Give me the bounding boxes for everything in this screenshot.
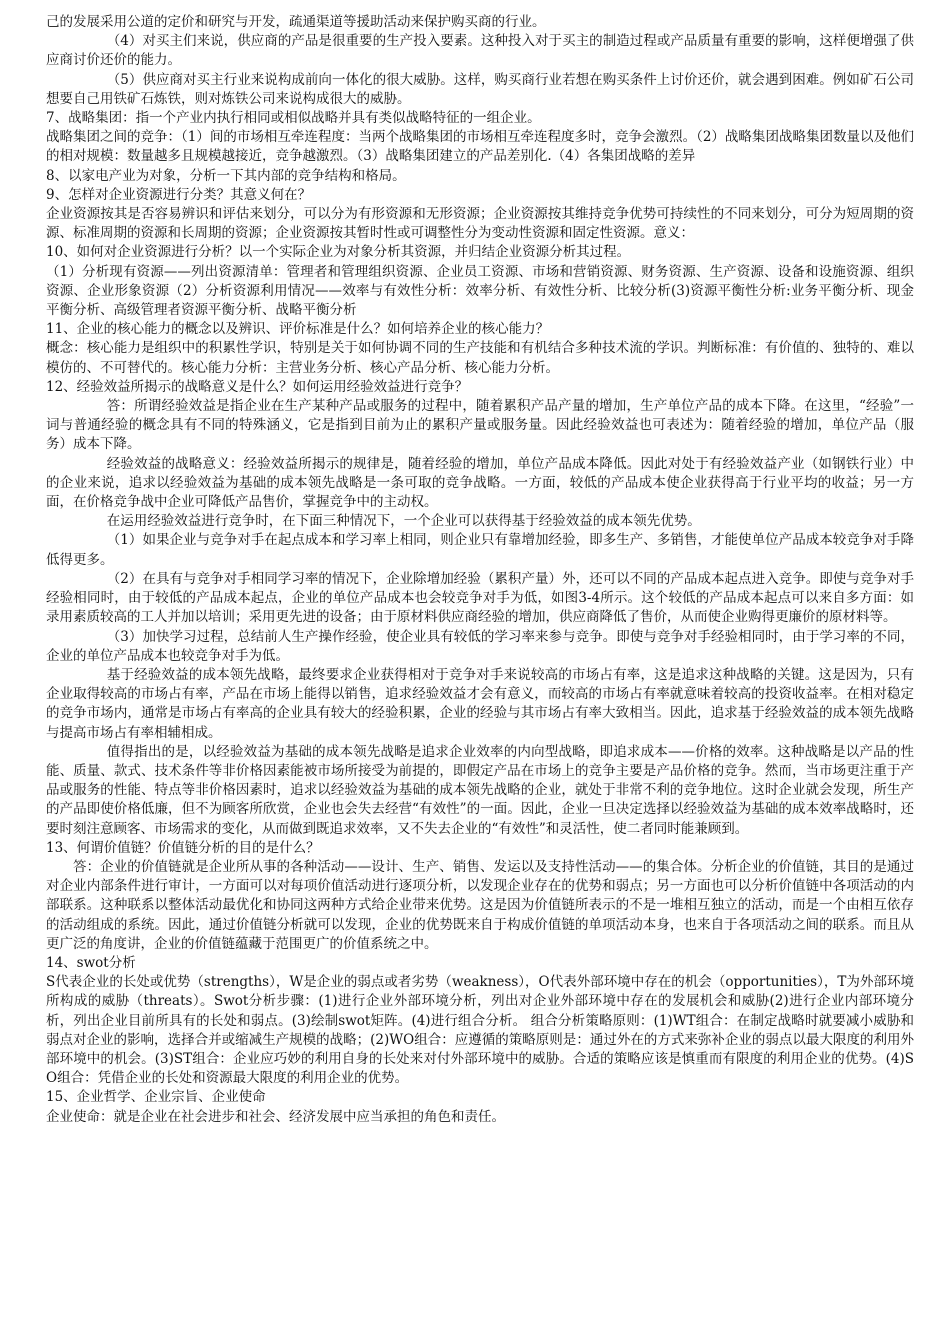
paragraph-18: （2）在具有与竞争对手相同学习率的情况下，企业除增加经验（累积产量）外，还可以不同的产品成本起点进入竞争。即使与竞争对手经验相同时，由于较低的产品成本起点，企业的单位产品成本也会较竞争对手为低，如图3-4所示。这个较低的产品成本起点可以来自多方面：如录用素质较高的工人并加以培训；采用更先进的设备；由于原材料供应商经验的增加，供应商降低了售价，从而使企业购得更廉价的原材料等。: [46, 570, 914, 626]
heading-11: 11、企业的核心能力的概念以及辨识、评价标准是什么？如何培养企业的核心能力？: [46, 321, 550, 338]
paragraph-15: 经验效益的战略意义：经验效益所揭示的规律是，随着经验的增加，单位产品成本降低。因此对处于有经验效益产业（如钢铁行业）中的企业来说，追求以经验效益为基础的成本领先战略是一条可取的竞争战略。一方面，较低的产品成本使企业获得高于行业平均的收益；另一方面，在价格竞争战中企业可降低产品售价，掌握竞争中的主动权。: [46, 455, 914, 511]
paragraph-14: 答：所谓经验效益是指企业在生产某种产品或服务的过程中，随着累积产品产量的增加，生产单位产品的成本下降。在这里，“经验”一词与普通经验的概念具有不同的特殊涵义，它是指到目前为止的累积产量或服务量。因此经验效益也可表述为：随着经验的增加，单位产品（服务）成本下降。: [46, 398, 914, 453]
paragraph-17: （1）如果企业与竞争对手在起点成本和学习率上相同，则企业只有靠增加经验，即多生产、多销售，才能使单位产品成本较竞争对手降低得更多。: [46, 532, 914, 568]
paragraph-27: 企业使命：就是企业在社会进步和社会、经济发展中应当承担的角色和责任。: [46, 1108, 505, 1125]
paragraph-1: 己的发展采用公道的定价和研究与开发，疏通渠道等援助活动来保护购买商的行业。: [46, 14, 546, 30]
paragraph-21: 值得指出的是，以经验效益为基础的成本领先战略是追求企业效率的内向型战略，即追求成本——价格的效率。这种战略是以产品的性能、质量、款式、技术条件等非价格因素能被市场所接受为前提的，即假定产品在市场上的竞争主要是产品价格的竞争。然而，当市场更注重于产品或服务的性能、特点等非价格因素时，追求以经验效益为基础的成本领先战略的企业，就处于非常不利的竞争地位。这时企业就会发现，所生产的产品即使价格低廉，但不为顾客所欣赏，企业也会失去经营“有效性”的一面。因此，企业一旦决定选择以经验效益为基础的成本效率战略时，还要时刻注意顾客、市场需求的变化，从而做到既追求效率，又不失去企业的“有效性”和灵活性，使二者同时能兼顾到。: [46, 743, 914, 837]
paragraph-16: 在运用经验效益进行竞争时，在下面三种情况下，一个企业可以获得基于经验效益的成本领先优势。: [106, 513, 701, 530]
heading-15: 15、企业哲学、企业宗旨、企业使命: [46, 1089, 266, 1106]
paragraph-12: 概念：核心能力是组织中的积累性学识，特别是关于如何协调不同的生产技能和有机结合多种技术流的学识。判断标准：有价值的、独特的、难以模仿的、不可替代的。核心能力分析：主营业务分析、核心产品分析、核心能力分析。: [46, 340, 914, 376]
heading-13: 13、何谓价值链？价值链分析的目的是什么？: [46, 839, 320, 856]
paragraph-23: 答：企业的价值链就是企业所从事的各种活动——设计、生产、销售、发运以及支持性活动——的集合体。分析企业的价值链，其目的是通过对企业内部条件进行审计，一方面可以对每项价值活动进行逐项分析，以发现企业存在的优势和弱点；另一方面也可以分析价值链中各项活动的内部联系。这种联系以整体活动最优化和协同这两种方式给企业带来优势。这是因为价值链所表示的不是一堆相互独立的活动，而是一个由相互依存的活动组成的系统。因此，通过价值链分析就可以发现，企业的优势既来自于构成价值链的单项活动本身，也来自于各项活动之间的联系。而且从更广泛的角度讲，企业的价值链蕴藏于范围更广的价值系统之中。: [46, 858, 914, 952]
paragraph-8: 企业资源按其是否容易辨识和评估来划分，可以分为有形资源和无形资源；企业资源按其维持竞争优势可持续性的不同来划分，可分为短周期的资源、标准周期的资源和长周期的资源；企业资源按其暂时性或可调整性分为变动性资源和固定性资源。意义：: [46, 206, 914, 242]
heading-8: 8、以家电产业为对象，分析一下其内部的竞争结构和格局。: [46, 167, 406, 184]
paragraph-19: （3）加快学习过程，总结前人生产操作经验，使企业具有较低的学习率来参与竞争。即使与竞争对手经验相同时，由于学习率的不同，企业的单位产品成本也较竞争对手为低。: [46, 628, 914, 664]
paragraph-5: 战略集团之间的竞争：（1）间的市场相互牵连程度：当两个战略集团的市场相互牵连程度多时，竞争会激烈。（2）战略集团战略集团数量以及他们的相对规模：数量越多且规模越接近，竞争越激烈。（3）战略集团建立的产品差别化.（4）各集团战略的差异: [46, 129, 914, 165]
paragraph-2: （4）对买主们来说，供应商的产品是很重要的生产投入要素。这种投入对于买主的制造过程或产品质量有重要的影响，这样便增强了供应商讨价还价的能力。: [46, 33, 914, 69]
heading-12: 12、经验效益所揭示的战略意义是什么？如何运用经验效益进行竞争？: [46, 378, 469, 395]
heading-7: 7、战略集团：指一个产业内执行相同或相似战略并具有类似战略特征的一组企业。: [46, 110, 541, 127]
paragraph-3: （5）供应商对买主行业来说构成前向一体化的很大威胁。这样，购买商行业若想在购买条件上讨价还价，就会遇到困难。例如矿石公司想要自己用铁矿石炼铁，则对炼铁公司来说构成很大的威胁。: [46, 71, 914, 107]
heading-10: 10、如何对企业资源进行分析？以一个实际企业为对象分析其资源，并归结企业资源分析其过程。: [46, 244, 631, 261]
paragraph-10: （1）分析现有资源——列出资源清单：管理者和管理组织资源、企业员工资源、市场和营销资源、财务资源、生产资源、设备和设施资源、组织资源、企业形象资源（2）分析资源利用情况——效率与有效性分析：效率分析、有效性分析、比较分析(3)资源平衡性分析:业务平衡分析、现金平衡分析、高级管理者资源平衡分析、战略平衡分析: [46, 263, 914, 319]
heading-14: 14、swot分析: [46, 954, 136, 971]
paragraph-20: 基于经验效益的成本领先战略，最终要求企业获得相对于竞争对手来说较高的市场占有率，这是追求这种战略的关键。这是因为，只有企业取得较高的市场占有率，产品在市场上能得以销售，追求经验效益才会有意义，而较高的市场占有率就意味着较高的投资收益率。在相对稳定的竞争市场内，通常是市场占有率高的企业具有较大的经验积累，企业的经验与其市场占有率大致相当。因此，追求基于经验效益的成本领先战略与提高市场占有率相辅相成。: [46, 666, 914, 741]
heading-9: 9、怎样对企业资源进行分类？其意义何在？: [46, 186, 312, 203]
paragraph-25: S代表企业的长处或优势（strengths），W是企业的弱点或者劣势（weakness），O代表外部环境中存在的机会（opportunities），T为外部环境所构成的威胁（threats）。Swot分析步骤：(1)进行企业外部环境分析，列出对企业外部环境中存在的发展机会和威胁(2)进行企业内部环境分析，列出企业目前所具有的长处和弱点。(3)绘制swot矩阵。(4)进行组合分析。 组合分析策略原则：(1)WT组合：在制定战略时就要减小威胁和弱点对企业的影响，选择合并或缩减生产规模的战略；(2)WO组合：应遵循的策略原则是：通过外在的方式来弥补企业的弱点以最大限度的利用外部环境中的机会。(3)ST组合：企业应巧妙的利用自身的长处来对付外部环境中的威胁。合适的策略应该是慎重而有限度的利用企业的优势。(4)SO组合：凭借企业的长处和资源最大限度的利用企业的优势。: [46, 974, 914, 1087]
